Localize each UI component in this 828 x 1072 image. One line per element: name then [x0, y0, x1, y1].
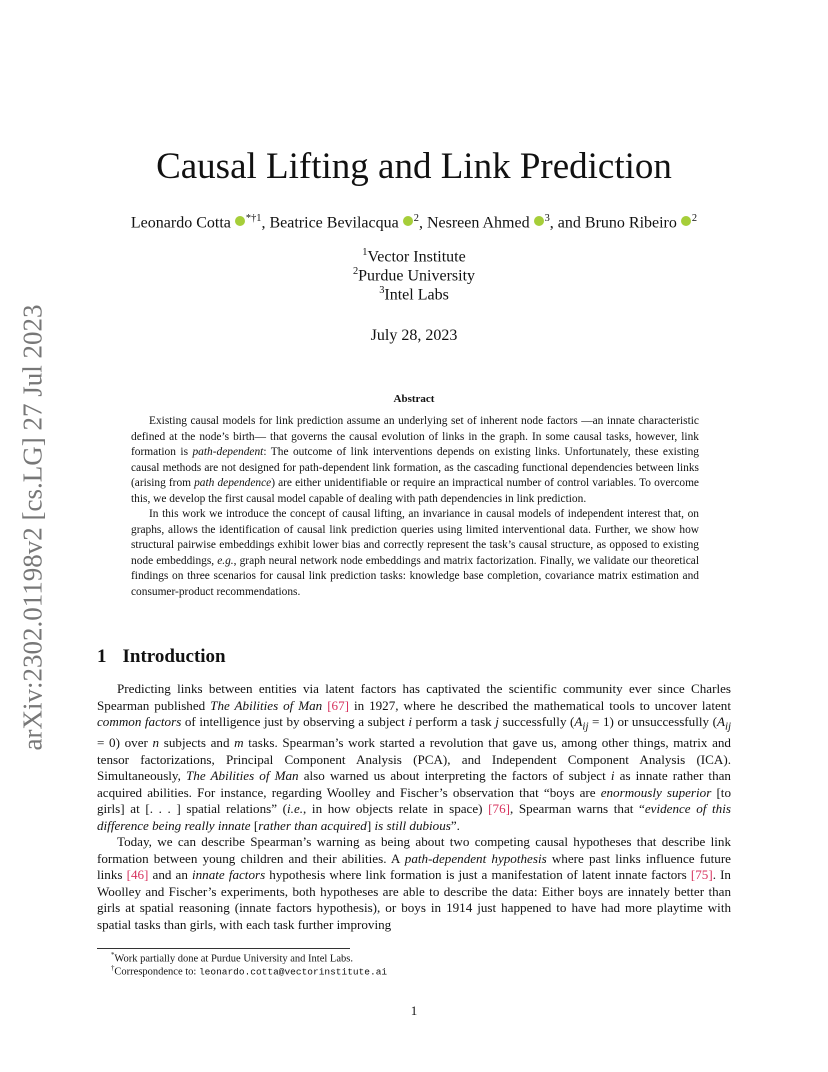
page-number: 1	[410, 1003, 418, 1018]
author-name[interactable]: Bruno Ribeiro	[584, 214, 677, 232]
introduction-body	[97, 681, 731, 933]
author-name[interactable]: Leonardo Cotta	[130, 214, 231, 232]
footnote: *Work partially done at Purdue University and Intel Labs.	[111, 952, 353, 965]
author-marks: 2	[691, 213, 698, 224]
affiliation: $^1$Vector Institute	[362, 247, 466, 266]
email-link[interactable]: leonardo.cotta@vectorinstitute.ai	[198, 966, 388, 978]
author-marks: 3	[544, 213, 550, 224]
author-name[interactable]: Nesreen Ahmed	[426, 214, 530, 232]
arxiv-identifier: arXiv:2302.01198v2 [cs.LG] 27 Jul 2023	[17, 304, 48, 751]
paper-title: Causal Lifting and Link Prediction	[156, 146, 672, 187]
author-marks: 2	[413, 213, 419, 224]
citation-link[interactable]: [46]	[126, 867, 149, 883]
section-heading: 1 Introduction	[97, 646, 226, 667]
abstract-body	[131, 414, 699, 600]
citation-link[interactable]: [67]	[327, 697, 350, 713]
affiliation: $^2$Purdue University	[352, 266, 476, 285]
orcid-icon[interactable]	[534, 216, 544, 226]
citation-link[interactable]: [76]	[488, 801, 510, 817]
abstract-heading: Abstract	[393, 393, 435, 405]
body-paragraph: Predicting links between entities via latent factors has captivated the scientific community ever since Charles Spearman published The Abilities of Man [67] in 1927, where he described the mathematical tools to uncover latent common factors of intelligence just by observing a subject i perform a task j successfully $(A_{ij} = 1)$ or unsuccessfully $(A_{ij} = 0)$ over n subjects and m tasks. Spearman’s work started a revolution that gave us, among other things, matrix and tensor factorizations, Principal Component Analysis (PCA), and Independent Component Analysis (ICA). Simultaneously, The Abilities of Man also warned us about interpreting the factors of subject i as innate rather than acquired abilities. For instance, regarding Woolley and Fischer’s observation that “boys are enormously superior [to girls] at [. . . ] spatial relations” (i.e., in how objects relate in space) [76], Spearman warns that “evidence of this difference being really innate [rather than acquired] is still dubious”.	[97, 681, 732, 833]
footnote: †Correspondence to: leonardo.cotta@vectorinstitute.ai	[111, 965, 388, 978]
affiliation: $^3$Intel Labs	[379, 285, 449, 304]
author-marks: *†1	[245, 213, 262, 224]
abstract-paragraph: In this work we introduce the concept of causal lifting, an invariance in causal models of independent interest that, on graphs, allows the identification of causal link prediction queries using limited interventional data. Further, we show how structural pairwise embeddings exhibit lower bias and correctly represent the task’s causal structure, as opposed to existing node embeddings, e.g., graph neural network node embeddings and matrix factorization. Finally, we validate our theoretical findings on three scenarios for causal link prediction tasks: knowledge base completion, covariance matrix estimation and consumer-product recommendations.	[131, 508, 699, 598]
orcid-icon[interactable]	[235, 216, 245, 226]
author-list: Leonardo Cotta $^{*\dagger 1}$, Beatrice Bevilacqua $^2$, Nesreen Ahmed $^3$, and Bruno Ribeiro $^2$	[130, 213, 698, 232]
abstract-paragraph: Existing causal models for link prediction assume an underlying set of inherent node factors —an innate characteristic defined at the node’s birth— that governs the causal evolution of links in the graph. In some causal tasks, however, link formation is path-dependent: The outcome of link interventions depends on existing links. Unfortunately, these existing causal methods are not designed for path-dependent link formation, as the cascading functional dependencies between links (arising from path dependence) are either unidentifiable or require an impractical number of control variables. To overcome this, we develop the first causal model capable of dealing with path dependencies in link prediction.	[131, 415, 699, 505]
author-name[interactable]: Beatrice Bevilacqua	[269, 214, 399, 232]
orcid-icon[interactable]	[681, 216, 691, 226]
orcid-icon[interactable]	[403, 216, 413, 226]
footnote-rule	[97, 948, 350, 949]
body-paragraph: Today, we can describe Spearman’s warning as being about two competing causal hypotheses that describe link formation between young children and their abilities. A path-dependent hypothesis where past links influence future links [46] and an innate factors hypothesis where link formation is just a manifestation of latent innate factors [75]. In Woolley and Fischer’s experiments, both hypotheses are able to describe the data: Either boys are innately better than girls at spatial reasoning (innate factors hypothesis), or boys in 1914 just happened to have had more playtime with spatial tasks than girls, with each task further improving	[97, 834, 731, 932]
publication-date: July 28, 2023	[370, 327, 458, 344]
citation-link[interactable]: [75]	[690, 867, 713, 883]
